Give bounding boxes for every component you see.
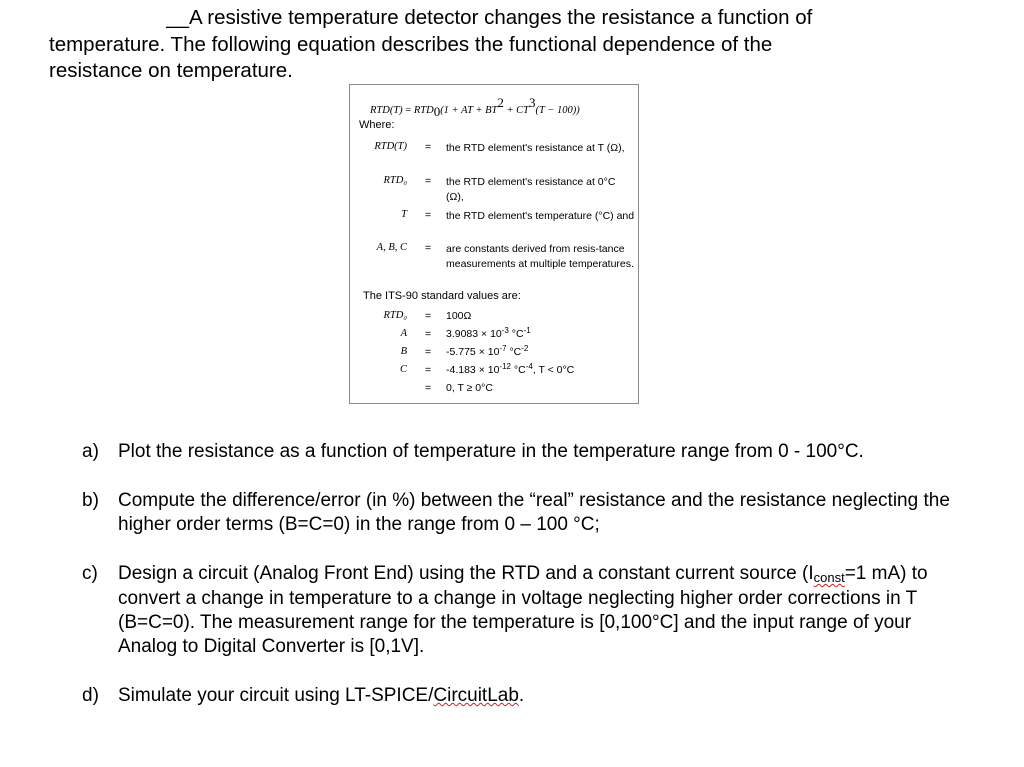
constant-symbol: A xyxy=(400,328,407,339)
constant-equals: = xyxy=(425,346,432,358)
constant-value: $3.9083 \times 10^{-3}$ $^\circ C^{-1}$ xyxy=(446,326,531,340)
const-subscript: const xyxy=(813,570,845,585)
intro-text-1: A resistive temperature detector changes the resistance a function of xyxy=(189,6,813,29)
intro-line-3: resistance on temperature. xyxy=(49,59,293,82)
intro-lead-blank: __ xyxy=(166,6,189,29)
definition-symbol: T xyxy=(401,209,407,220)
definition-symbol: A, B, C xyxy=(376,242,407,253)
definition-text: the RTD element's temperature (°C) and xyxy=(446,210,635,222)
definition-symbol: RTD(T) xyxy=(374,141,407,152)
eq-equals: = xyxy=(405,105,412,116)
eq-sq: 2 xyxy=(497,95,504,110)
question-c xyxy=(82,562,962,659)
definition-text: the RTD element's resistance at 0°C (Ω), xyxy=(446,176,616,203)
constant-value: 100Ω xyxy=(446,310,472,322)
constant-symbol: RTD₀ xyxy=(383,310,407,321)
rtd-equation xyxy=(370,95,635,119)
constant-value: 0, T ≥ 0°C xyxy=(446,382,493,394)
constant-value: $-5.775 \times 10^{-7}$ $^\circ C^{-2}$ xyxy=(446,344,529,358)
intro-line-2: temperature. The following equation describes the functional dependence of the xyxy=(49,32,773,56)
intro-paragraph xyxy=(49,5,949,85)
eq-part3: (T − 100)) xyxy=(535,105,580,116)
definition-text: the RTD element's resistance at T (Ω), xyxy=(446,142,625,154)
constant-value: $-4.183 \times 10^{-12}$ $^\circ C^{-4}$, T < 0°C xyxy=(446,362,575,376)
constant-symbol: C xyxy=(399,364,407,375)
its90-label: The ITS-90 standard values are: xyxy=(363,290,521,302)
definition-equals: = xyxy=(425,242,432,254)
question-letter: d) xyxy=(82,685,99,706)
eq-lhs: RTD(T) xyxy=(370,105,403,116)
question-text: Plot the resistance as a function of temperature in the temperature range from 0 - 100°C. xyxy=(118,441,864,462)
where-label: Where: xyxy=(359,119,395,131)
question-letter: b) xyxy=(82,490,99,511)
definition-symbol: RTD₀ xyxy=(383,175,407,186)
question-text: Compute the difference/error (in %) between the “real” resistance and the resistance neglecting the higher order terms (B=C=0) in the range from 0 – 100 °C; xyxy=(118,490,950,535)
constant-equals: = xyxy=(425,328,432,340)
eq-zero-sub: 0 xyxy=(433,104,441,119)
constant-equals: = xyxy=(425,364,432,376)
question-letter: c) xyxy=(82,563,98,584)
eq-rtd: RTD xyxy=(413,105,434,116)
question-list xyxy=(82,440,962,733)
question-b xyxy=(82,489,962,537)
question-d xyxy=(82,684,962,708)
constant-equals: = xyxy=(425,382,432,394)
question-letter: a) xyxy=(82,441,99,462)
constant-note: , T < 0°C xyxy=(532,364,575,376)
eq-cube: 3 xyxy=(529,95,536,110)
constant-symbol: B xyxy=(400,346,407,357)
question-text: Design a circuit (Analog Front End) using the RTD and a constant current source (Iconst=1 mA) to convert a change in temperature to a change in voltage neglecting higher order corrections in T (B=C=0). The measurement range for the temperature is [0,100°C] and the input range of your Analog to Digital Converter is [0,1V]. xyxy=(118,563,928,657)
definition-equals: = xyxy=(425,141,432,153)
constant-equals: = xyxy=(425,310,432,322)
spellcheck-word: CircuitLab xyxy=(433,685,519,706)
question-a xyxy=(82,440,962,464)
question-text: Simulate your circuit using LT-SPICE/CircuitLab. xyxy=(118,685,525,706)
rtd-equation-figure xyxy=(349,84,639,404)
intro-line-1 xyxy=(49,5,949,32)
definition-equals: = xyxy=(425,175,432,187)
definition-equals: = xyxy=(425,209,432,221)
eq-part2: + CT xyxy=(503,105,530,116)
definition-text: are constants derived from resis-tance measurements at multiple temperatures. xyxy=(446,243,634,270)
eq-part1: (1 + AT + BT xyxy=(440,105,498,116)
